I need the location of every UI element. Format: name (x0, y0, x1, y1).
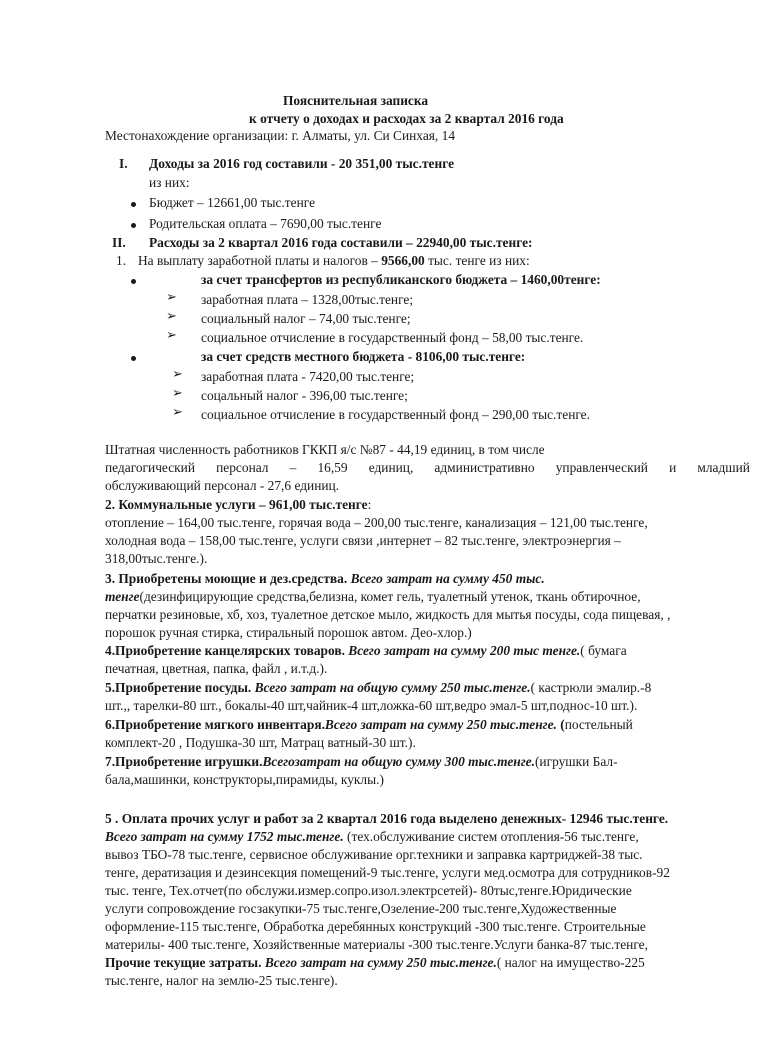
p3-total: Всего затрат на сумму 450 тыс. (347, 571, 545, 586)
p8-line: материлы- 400 тыс.тенге, Хозяйственные материалы -300 тыс.тенге.Услуги банка-87 тыс.тенге, (105, 937, 648, 952)
p3-heading (105, 570, 545, 587)
sec1-num: I. (119, 156, 128, 171)
sec2-p1-amount: 9566,00 (381, 253, 425, 268)
arrow-bullet-icon: ➢ (166, 290, 177, 305)
staff-line-justified (105, 459, 750, 476)
sec2-p1-tail: тыс. тенге из них: (424, 253, 530, 268)
p3-text: (дезинфицирующие средства,белизна, комет гель, туалетный утенок, ткань обтирочное, (139, 589, 641, 604)
loc-item: соцальный налог - 396,00 тыс.тенге; (201, 388, 408, 403)
p5-heading (105, 679, 651, 696)
sec2-p1-num: 1. (116, 253, 127, 268)
bullet-icon (131, 202, 136, 207)
p3-title: 3. Приобретены моющие и дез.средства. (105, 571, 348, 586)
loc-heading: за счет средств местного бюджета - 8106,00 тыс.тенге: (201, 349, 526, 364)
sec2-num: II. (112, 235, 126, 250)
p8-line (105, 954, 645, 971)
staff-line: обслуживающий персонал - 27,6 единиц. (105, 478, 340, 493)
bullet-icon (131, 223, 136, 228)
bullet-icon (131, 356, 136, 361)
p8-text: (тех.обслуживание систем отопления-56 тыс.тенге, (343, 829, 639, 844)
sec1-sub: из них: (149, 175, 190, 190)
p8-other-text: ( налог на имущество-225 (496, 955, 645, 970)
word: единиц, (368, 460, 414, 475)
staff-line: Штатная численность работников ГККП я/с №87 - 44,19 единиц, в том числе (105, 442, 545, 457)
p8-line: тыс. тенге, Тех.отчет(по обслужи.измер.сопро.изол.электрсетей)- 80тыс,тенге.Юридические (105, 883, 632, 898)
p8-other-total: Всего затрат на сумму 250 тыс.тенге. (261, 955, 497, 970)
rep-item: социальное отчисление в государственный фонд – 58,00 тыс.тенге. (201, 330, 584, 345)
doc-title: Пояснительная записка (283, 93, 429, 108)
p7-heading (105, 753, 618, 770)
rep-heading: за счет трансфертов из республиканского бюджета – 1460,00тенге: (201, 272, 601, 287)
p8-total: Всего затрат на сумму 1752 тыс.тенге. (105, 829, 344, 844)
p6-heading (105, 716, 633, 733)
word: 16,59 (317, 460, 348, 475)
arrow-bullet-icon: ➢ (166, 309, 177, 324)
sec1-item: Бюджет – 12661,00 тыс.тенге (149, 195, 316, 210)
p7-total: Всегозатрат на общую сумму 300 тыс.тенге. (262, 754, 535, 769)
p6-paren: ( (556, 717, 565, 732)
p7-title: 7.Приобретение игрушки. (105, 754, 263, 769)
sec2-heading: Расходы за 2 квартал 2016 года составили – 22940,00 тыс.тенге: (149, 235, 533, 250)
p6-line: комплект-20 , Подушка-30 шт, Матрац ватный-30 шт.). (105, 735, 416, 750)
p6-total: Всего затрат на сумму 250 тыс.тенге. (324, 717, 557, 732)
p3-line: перчатки резиновые, хб, хоз, туалетное детское мыло, жидкость для мытья посуды, сода пищевая, , (105, 607, 671, 622)
utilities-heading (105, 496, 371, 513)
p8-line: тенге, дератизация и дезинсекция помещений-9 тыс.тенге, услуги мед.осмотра для сотрудников-92 (105, 865, 670, 880)
word: и (669, 460, 677, 475)
word: младший (697, 460, 750, 475)
p4-total: Всего затрат на сумму 200 тыс тенге. (344, 643, 581, 658)
org-location: Местонахождение организации: г. Алматы, ул. Си Синхая, 14 (105, 128, 456, 143)
p8-line: оформление-115 тыс.тенге, Обработка деребянных конструкций -300 тыс.тенге. Строительные (105, 919, 646, 934)
word: управленческий (555, 460, 648, 475)
sec1-item: Родительская оплата – 7690,00 тыс.тенге (149, 216, 382, 231)
utilities-line: 318,00тыс.тенге.). (105, 551, 208, 566)
p8-other-title: Прочие текущие затраты. (105, 955, 262, 970)
word: – (289, 460, 297, 475)
rep-item: заработная плата – 1328,00тыс.тенге; (201, 292, 414, 307)
utilities-line: отопление – 164,00 тыс.тенге, горячая вода – 200,00 тыс.тенге, канализация – 121,00 тыс.тенге, (105, 515, 648, 530)
loc-item: социальное отчисление в государственный фонд – 290,00 тыс.тенге. (201, 407, 590, 422)
arrow-bullet-icon: ➢ (172, 405, 183, 420)
p7-text: (игрушки Бал- (534, 754, 618, 769)
arrow-bullet-icon: ➢ (172, 386, 183, 401)
p8-heading: 5 . Оплата прочих услуг и работ за 2 квартал 2016 года выделено денежных- 12946 тыс.тенге. (105, 811, 669, 826)
rep-item: социальный налог – 74,00 тыс.тенге; (201, 311, 411, 326)
p8-line: тыс.тенге, налог на землю-25 тыс.тенге). (105, 973, 338, 988)
p3-line (105, 588, 641, 605)
p7-line: бала,машинки, конструкторы,пирамиды, куклы.) (105, 772, 384, 787)
p5-title: 5.Приобретение посуды. (105, 680, 252, 695)
p4-line: печатная, цветная, папка, файл , и.т.д.). (105, 661, 328, 676)
p6-text: постельный (564, 717, 633, 732)
p3-line: порошок ручная стирка, стиральный порошок автом. Део-хлор.) (105, 625, 472, 640)
p4-heading (105, 642, 627, 659)
p3-total-cont: тенге (105, 589, 140, 604)
utilities-line: холодная вода – 158,00 тыс.тенге, услуги связи ,интернет – 82 тыс.тенге, электроэнергия – (105, 533, 621, 548)
arrow-bullet-icon: ➢ (172, 367, 183, 382)
p5-line: шт.,, тарелки-80 шт., бокалы-40 шт,чайник-4 шт,ложка-60 шт,ведро эмал-5 шт,поднос-10 шт.). (105, 698, 638, 713)
p4-text: ( бумага (580, 643, 627, 658)
loc-item: заработная плата - 7420,00 тыс.тенге; (201, 369, 415, 384)
p8-line: вывоз ТБО-78 тыс.тенге, сервисное обслуживание орг.техники и заправка картриджей-38 тыс. (105, 847, 643, 862)
sec1-heading: Доходы за 2016 год составили - 20 351,00 тыс.тенге (149, 156, 455, 171)
p4-title: 4.Приобретение канцелярских товаров. (105, 643, 345, 658)
p5-text: ( кастрюли эмалир.-8 (530, 680, 652, 695)
arrow-bullet-icon: ➢ (166, 328, 177, 343)
p6-title: 6.Приобретение мягкого инвентаря. (105, 717, 325, 732)
colon: : (367, 497, 372, 512)
doc-subtitle: к отчету о доходах и расходах за 2 квартал 2016 года (249, 111, 564, 126)
bullet-icon (131, 279, 136, 284)
utilities-title: 2. Коммунальные услуги – 961,00 тыс.тенге (105, 497, 368, 512)
sec2-p1-text: На выплату заработной платы и налогов – (138, 253, 382, 268)
word: персонал (216, 460, 269, 475)
p8-line: услуги сопровождение госзакупки-75 тыс.тенге,Озеление-200 тыс.тенге,Художественные (105, 901, 617, 916)
word: педагогический (105, 460, 195, 475)
p8-line (105, 828, 639, 845)
word: административно (434, 460, 535, 475)
p5-total: Всего затрат на общую сумму 250 тыс.тенге. (251, 680, 531, 695)
sec2-p1 (138, 252, 530, 269)
